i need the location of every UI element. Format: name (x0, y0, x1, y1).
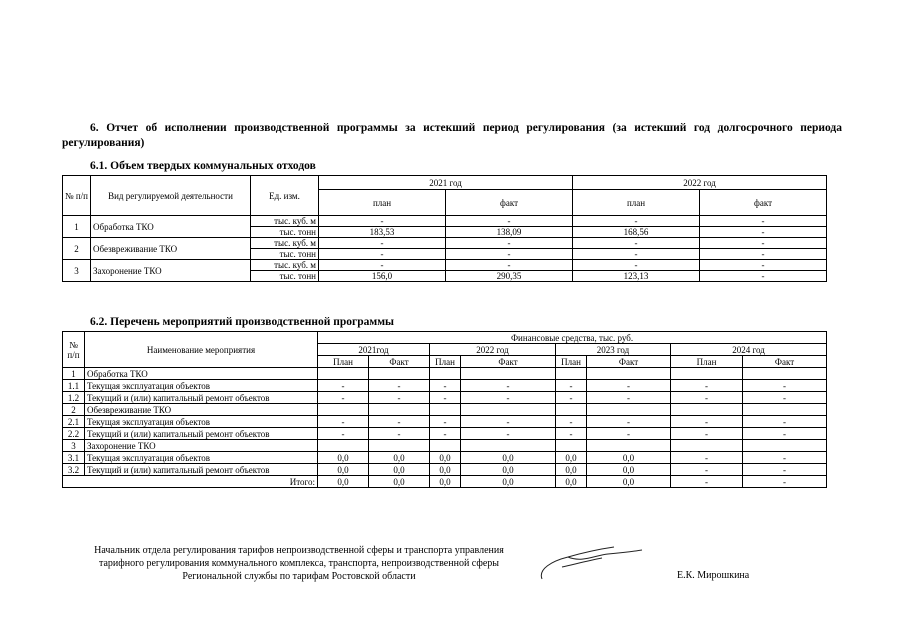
row-value: - (743, 464, 827, 476)
table-row (63, 216, 827, 227)
row-value: - (700, 216, 827, 227)
row-value (430, 404, 461, 416)
header-year: 2022 год (430, 344, 556, 356)
row-value (369, 404, 430, 416)
total-value: 0,0 (318, 476, 369, 488)
row-num: 1.1 (63, 380, 85, 392)
header-row (63, 332, 827, 344)
row-num: 2.1 (63, 416, 85, 428)
row-value: - (671, 380, 743, 392)
row-value: 290,35 (446, 271, 573, 282)
section-2-title: 6.2. Перечень мероприятий производственной программы (90, 316, 395, 328)
row-value (587, 404, 671, 416)
row-value (556, 404, 587, 416)
row-value: - (671, 392, 743, 404)
row-unit: тыс. куб. м (251, 216, 319, 227)
header-finance: Финансовые средства, тыс. руб. (318, 332, 827, 344)
header-activity: Вид регулируемой деятельности (91, 176, 251, 216)
header-plan: план (319, 190, 446, 216)
header-fact: факт (446, 190, 573, 216)
row-value (461, 440, 556, 452)
row-value: 0,0 (587, 464, 671, 476)
table-row (63, 452, 827, 464)
row-value: - (318, 380, 369, 392)
row-unit: тыс. куб. м (251, 260, 319, 271)
row-value (318, 368, 369, 380)
row-num: 3.2 (63, 464, 85, 476)
row-value: - (573, 249, 700, 260)
row-name: Обезвреживание ТКО (85, 404, 318, 416)
header-plan: План (671, 356, 743, 368)
row-value: - (587, 392, 671, 404)
row-value (556, 368, 587, 380)
row-num: 2.2 (63, 428, 85, 440)
header-plan: план (573, 190, 700, 216)
header-plan: План (318, 356, 369, 368)
total-value: 0,0 (556, 476, 587, 488)
signatory-name: Е.К. Мирошкина (677, 570, 750, 581)
row-num: 2 (63, 404, 85, 416)
row-unit: тыс. тонн (251, 249, 319, 260)
row-value: - (743, 392, 827, 404)
row-value: - (573, 260, 700, 271)
header-year: 2021 год (319, 176, 573, 190)
row-value: 0,0 (318, 464, 369, 476)
row-value: - (573, 216, 700, 227)
row-value: - (700, 271, 827, 282)
row-value: - (743, 452, 827, 464)
row-unit: тыс. тонн (251, 227, 319, 238)
signature-image (538, 543, 648, 588)
row-value: - (446, 238, 573, 249)
row-value (743, 368, 827, 380)
row-value: - (430, 380, 461, 392)
row-value (671, 404, 743, 416)
header-year: 2021год (318, 344, 430, 356)
row-value: 0,0 (461, 452, 556, 464)
row-num: 1 (63, 368, 85, 380)
header-plan: План (430, 356, 461, 368)
table-row (63, 380, 827, 392)
row-value: - (461, 428, 556, 440)
total-value: - (671, 476, 743, 488)
row-value: 0,0 (587, 452, 671, 464)
total-value: - (743, 476, 827, 488)
table-row (63, 392, 827, 404)
row-name: Текущая эксплуатация объектов (85, 416, 318, 428)
header-year: 2022 год (573, 176, 827, 190)
row-value (587, 368, 671, 380)
total-row (63, 476, 827, 488)
row-value: - (743, 380, 827, 392)
row-num: 1.2 (63, 392, 85, 404)
row-value: - (671, 428, 743, 440)
waste-volume-table (62, 175, 827, 282)
total-value: 0,0 (587, 476, 671, 488)
row-name: Текущий и (или) капитальный ремонт объектов (85, 464, 318, 476)
header-year: 2024 год (671, 344, 827, 356)
row-value: 138,09 (446, 227, 573, 238)
row-value (318, 404, 369, 416)
row-value: - (671, 452, 743, 464)
row-name: Текущая эксплуатация объектов (85, 452, 318, 464)
table-row (63, 416, 827, 428)
row-value: - (587, 428, 671, 440)
header-fact: факт (700, 190, 827, 216)
total-value: 0,0 (461, 476, 556, 488)
row-name: Текущий и (или) капитальный ремонт объектов (85, 392, 318, 404)
total-value: 0,0 (430, 476, 461, 488)
row-value (743, 404, 827, 416)
table-row (63, 368, 827, 380)
row-value: - (318, 428, 369, 440)
row-value: 0,0 (461, 464, 556, 476)
row-value: 0,0 (430, 464, 461, 476)
table-row (63, 238, 827, 249)
row-value: 0,0 (430, 452, 461, 464)
row-name: Обработка ТКО (85, 368, 318, 380)
row-value (587, 440, 671, 452)
row-num: 1 (63, 216, 91, 238)
row-value (461, 368, 556, 380)
row-value (430, 368, 461, 380)
row-value: 0,0 (369, 452, 430, 464)
row-value: - (369, 392, 430, 404)
row-value: - (573, 238, 700, 249)
row-value: - (587, 416, 671, 428)
table-row (63, 428, 827, 440)
report-heading: 6. Отчет об исполнении производственной программы за истекший период регулирования (за истекший год долгосрочного периода регулирования) (62, 122, 842, 149)
row-value: - (743, 428, 827, 440)
row-value: - (700, 227, 827, 238)
row-value: - (556, 380, 587, 392)
row-activity: Обезвреживание ТКО (91, 238, 251, 260)
row-value: - (319, 249, 446, 260)
row-value: - (446, 260, 573, 271)
row-value: - (319, 260, 446, 271)
table-row (63, 464, 827, 476)
header-fact: Факт (587, 356, 671, 368)
row-unit: тыс. тонн (251, 271, 319, 282)
table-row (63, 260, 827, 271)
row-value (671, 368, 743, 380)
row-value: 123,13 (573, 271, 700, 282)
row-value: - (446, 216, 573, 227)
row-value: 168,56 (573, 227, 700, 238)
row-value: - (430, 416, 461, 428)
row-value: 0,0 (556, 452, 587, 464)
row-value: 0,0 (556, 464, 587, 476)
row-value: - (671, 464, 743, 476)
row-value: - (556, 416, 587, 428)
row-value (671, 440, 743, 452)
measures-table (62, 331, 827, 488)
row-value (318, 440, 369, 452)
row-unit: тыс. куб. м (251, 238, 319, 249)
row-value (461, 404, 556, 416)
row-num: 3 (63, 260, 91, 282)
row-value: - (369, 380, 430, 392)
header-plan: План (556, 356, 587, 368)
row-value (743, 440, 827, 452)
row-value: 156,0 (319, 271, 446, 282)
header-num: № п/п (63, 332, 85, 368)
row-num: 3 (63, 440, 85, 452)
row-value: - (319, 216, 446, 227)
row-value: - (369, 416, 430, 428)
row-value: - (700, 249, 827, 260)
table-row (63, 404, 827, 416)
table-row (63, 440, 827, 452)
row-value: - (369, 428, 430, 440)
row-value (369, 368, 430, 380)
row-value (430, 440, 461, 452)
row-value: - (461, 392, 556, 404)
row-value: - (587, 380, 671, 392)
row-value: - (319, 238, 446, 249)
header-num: № п/п (63, 176, 91, 216)
row-value: - (318, 392, 369, 404)
row-value: - (430, 392, 461, 404)
row-name: Захоронение ТКО (85, 440, 318, 452)
section-1-title: 6.1. Объем твердых коммунальных отходов (90, 160, 316, 172)
row-value: - (700, 260, 827, 271)
row-value: - (461, 416, 556, 428)
header-unit: Ед. изм. (251, 176, 319, 216)
row-value: - (743, 416, 827, 428)
header-row (63, 176, 827, 190)
row-value: - (700, 238, 827, 249)
row-value: - (430, 428, 461, 440)
row-value: - (461, 380, 556, 392)
row-value: 0,0 (318, 452, 369, 464)
row-value: - (556, 392, 587, 404)
header-name: Наименование мероприятия (85, 332, 318, 368)
row-num: 2 (63, 238, 91, 260)
row-value: - (671, 416, 743, 428)
row-value (369, 440, 430, 452)
row-value (556, 440, 587, 452)
row-activity: Захоронение ТКО (91, 260, 251, 282)
row-value: - (446, 249, 573, 260)
header-fact: Факт (743, 356, 827, 368)
row-value: 183,53 (319, 227, 446, 238)
header-fact: Факт (461, 356, 556, 368)
header-fact: Факт (369, 356, 430, 368)
row-activity: Обработка ТКО (91, 216, 251, 238)
signatory-position: Начальник отдела регулирования тарифов непроизводственной сферы и транспорта управления тарифного регулирования коммунального комплекса, транспорта, непроизводственной сферы Региональной службы по тарифам Ростовской области (94, 545, 504, 582)
total-value: 0,0 (369, 476, 430, 488)
total-label: Итого: (63, 476, 318, 488)
row-name: Текущий и (или) капитальный ремонт объектов (85, 428, 318, 440)
row-value: - (318, 416, 369, 428)
row-num: 3.1 (63, 452, 85, 464)
row-value: - (556, 428, 587, 440)
row-name: Текущая эксплуатация объектов (85, 380, 318, 392)
header-year: 2023 год (556, 344, 671, 356)
row-value: 0,0 (369, 464, 430, 476)
